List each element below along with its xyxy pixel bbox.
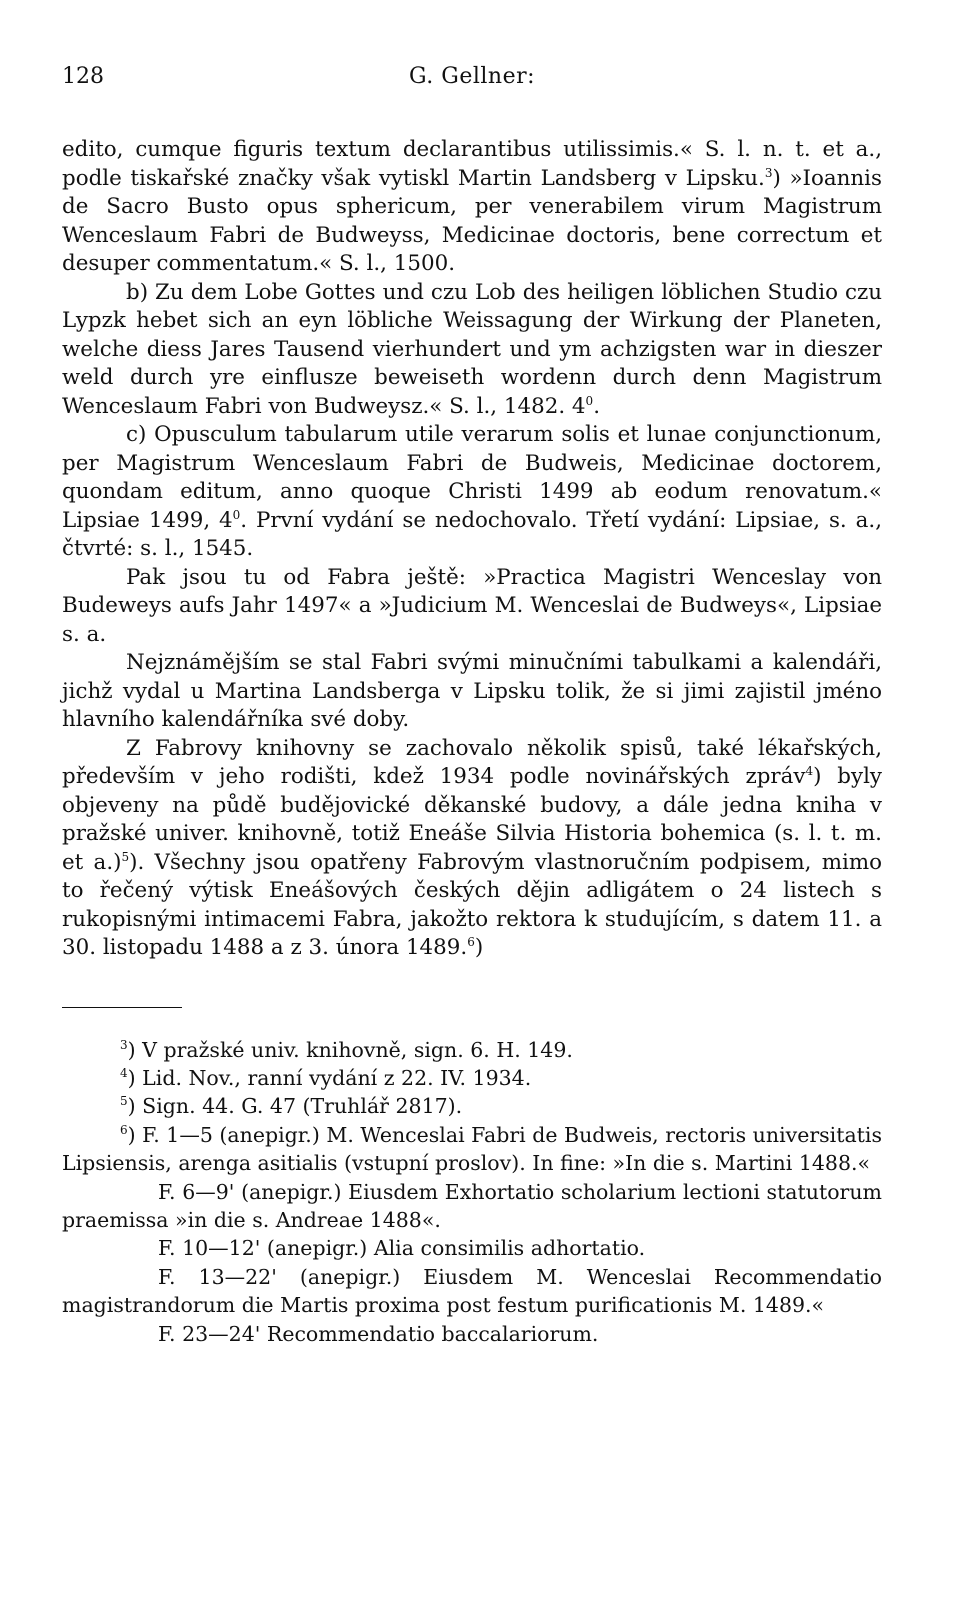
paragraph-text: edito, cumque figuris textum declarantibus utilissimis.« S. l. n. t. et a., podle tiskařské značky však vytiskl Martin Landsberg v Lipsku. <box>62 137 882 191</box>
footnote-mark: 6 <box>120 1122 128 1137</box>
footnote-fn3 <box>62 1036 882 1064</box>
footnote-fn6d <box>62 1263 882 1320</box>
paragraph-text: ) <box>474 935 484 960</box>
paragraph-p3 <box>62 421 882 564</box>
paragraph-text: b) Zu dem Lobe Gottes und czu Lob des heiligen löblichen Studio czu Lypzk hebet sich an eyn löbliche Weissagung der Wirkung der Planeten, welche diess Jares Tausend vierhundert und ym achzigsten war in dieszer weld durch yre einflusze beweiseth wordenn durch denn Magistrum Wenceslaum Fabri von Budweysz.« S. l., 1482. 4 <box>62 279 882 419</box>
paragraph-text: ) »Ioannis de Sacro Busto opus sphericum, per venerabilem virum Magistrum Wenceslaum Fabri de Budweyss, Medicinae doctoris, bene correctum et desuper commentatum.« S. l., 1500. <box>62 165 882 276</box>
footnote-text: F. 23—24' Recommendatio baccalariorum. <box>158 1321 599 1346</box>
footnote-text: ) Lid. Nov., ranní vydání z 22. IV. 1934. <box>127 1065 532 1090</box>
footnote-reference: 3 <box>764 165 773 180</box>
footnote-mark: 4 <box>120 1066 128 1081</box>
paragraph-text: c) Opusculum tabularum utile verarum solis et lunae conjunctionum, per Magistrum Wenceslaum Fabri de Budweis, Medicinae doctorem, quondam editum, anno quoque Christi 1499 ab eodum renovatum.« Lipsiae 1499, 4 <box>62 422 882 533</box>
running-title: G. Gellner: <box>408 64 536 89</box>
footnote-reference: 4 <box>805 763 814 778</box>
paragraph-text: . První vydání se nedochovalo. Třetí vydání: Lipsiae, s. a., čtvrté: s. l., 1545. <box>62 507 882 561</box>
footnote-fn6c <box>62 1234 882 1262</box>
paragraph-text: . <box>593 393 600 419</box>
footnote-text: F. 13—22' (anepigr.) Eiusdem M. Wenceslai Recommendatio magistrandorum die Martis proxima post festum purificationis M. 1489.« <box>62 1264 882 1318</box>
footnote-fn5 <box>62 1092 882 1120</box>
footnote-text: F. 6—9' (anepigr.) Eiusdem Exhortatio scholarium lectioni statutorum praemissa »in die s. Andreae 1488«. <box>62 1179 882 1232</box>
footnote-text: F. 10—12' (anepigr.) Alia consimilis adhortatio. <box>158 1236 646 1261</box>
footnote-rule <box>62 1007 182 1008</box>
page-number: 128 <box>62 64 104 89</box>
footnote-fn4 <box>62 1064 882 1092</box>
footnote-reference: 0 <box>232 507 241 522</box>
running-head <box>62 58 882 94</box>
paragraph-p4 <box>62 564 882 650</box>
footnote-mark: 5 <box>120 1094 128 1109</box>
footnote-fn6b <box>62 1178 882 1235</box>
paragraph-text: Pak jsou tu od Fabra ještě: »Practica Magistri Wenceslay von Budeweys aufs Jahr 1497« a »Judicium M. Wenceslai de Budweys«, Lipsiae s. a. <box>62 564 882 647</box>
book-page <box>62 58 882 1348</box>
footnote-fn6 <box>62 1121 882 1178</box>
footnote-fn6e <box>62 1320 882 1348</box>
footnote-text: ) Sign. 44. G. 47 (Truhlář 2817). <box>127 1094 463 1119</box>
footnote-reference: 0 <box>585 393 594 408</box>
paragraph-text: Z Fabrovy knihovny se zachovalo několik spisů, také lékařských, především v jeho rodišti, kdež 1934 podle novinářských zpráv <box>62 735 882 789</box>
paragraph-p5 <box>62 649 882 735</box>
paragraph-p1 <box>62 136 882 279</box>
footnote-text: ) F. 1—5 (anepigr.) M. Wenceslai Fabri de Budweis, rectoris universitatis Lipsiensis, arenga asitialis (vstupní proslov). In fine: »In die s. Martini 1488.« <box>62 1122 882 1176</box>
body-text <box>62 136 882 963</box>
footnotes <box>62 1036 882 1348</box>
paragraph-p6 <box>62 735 882 963</box>
footnote-mark: 3 <box>120 1037 128 1052</box>
paragraph-text: ) byly objeveny na půdě budějovické děkanské budovy, a dále jedna kniha v pražské univer. knihovně, totiž Eneáše Silvia Historia bohemica (s. l. t. m. et a.) <box>62 764 882 875</box>
footnote-text: ) V pražské univ. knihovně, sign. 6. H. 149. <box>127 1037 573 1062</box>
paragraph-p2 <box>62 279 882 422</box>
paragraph-text: Nejznámějším se stal Fabri svými minučními tabulkami a kalendáři, jichž vydal u Martina Landsberga v Lipsku tolik, že si jimi zajistil jméno hlavního kalendářníka své doby. <box>62 650 882 732</box>
footnote-reference: 6 <box>467 934 475 949</box>
footnote-reference: 5 <box>121 849 130 864</box>
paragraph-text: ). Všechny jsou opatřeny Fabrovým vlastnoručním podpisem, mimo to řečený výtisk Eneášových českých dějin adligátem o 24 listech s rukopisnými intimacemi Fabra, jakožto rektora k studujícím, s datem 11. a 30. listopadu 1488 a z 3. února 1489. <box>62 849 883 960</box>
